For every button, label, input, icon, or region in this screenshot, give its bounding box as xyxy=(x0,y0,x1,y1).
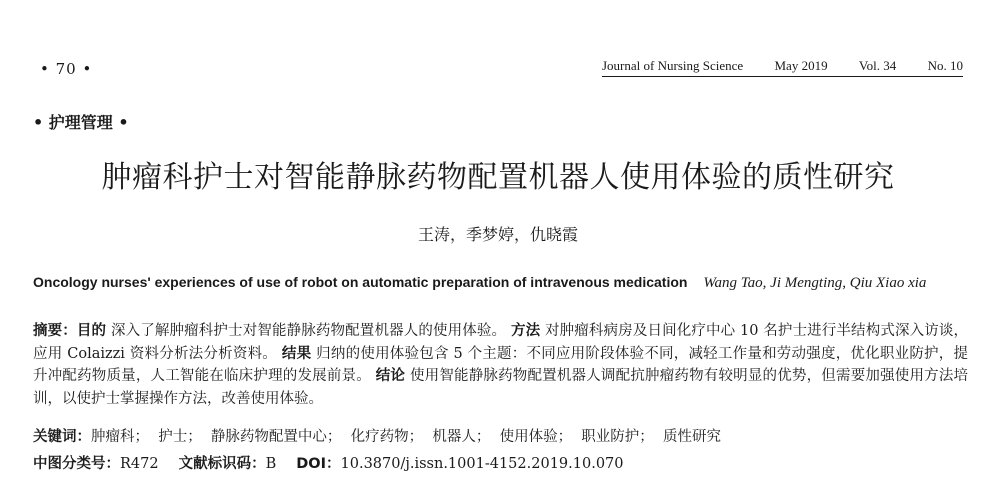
paper-title: 肿瘤科护士对智能静脉药物配置机器人使用体验的质性研究 xyxy=(101,160,895,195)
clc-value: R472 xyxy=(120,456,159,472)
issue-date: May 2019 xyxy=(774,58,828,73)
doc-code-label: 文献标识码： xyxy=(178,456,266,472)
volume: Vol. 34 xyxy=(858,58,897,73)
doc-code-value: B xyxy=(265,456,277,472)
english-title-block xyxy=(33,273,965,293)
doi-label: DOI： xyxy=(296,456,341,472)
methods-text: 对肿瘤科病房及日间化疗中心 10 名护士进行半结构式深入访谈，应用 Colaizzi 资料分析法分析资料。 xyxy=(33,323,969,362)
running-header xyxy=(602,58,963,77)
authors: 王涛，季梦婷，仇晓霞 xyxy=(417,225,578,244)
abstract-label: 摘要： xyxy=(33,323,77,339)
methods-label: 方法 xyxy=(510,323,541,339)
column-label: • 护理管理 • xyxy=(33,113,129,132)
english-title: Oncology nurses' experiences of use of robot on automatic preparation of intravenous medication xyxy=(33,274,688,290)
clc-label: 中图分类号： xyxy=(33,456,120,472)
results-label: 结果 xyxy=(281,345,312,362)
english-authors: Wang Tao, Ji Mengting, Qiu Xiao xia xyxy=(703,275,927,291)
conclusion-label: 结论 xyxy=(375,368,406,384)
journal-name: Journal of Nursing Science xyxy=(602,58,744,73)
abstract xyxy=(33,320,968,410)
page-number: • 70 • xyxy=(40,60,93,78)
keywords-text: 肿瘤科； 护士； 静脉药物配置中心； 化疗药物； 机器人； 使用体验； 职业防护； 质性研究 xyxy=(91,429,722,445)
objective-text: 深入了解肿瘤科护士对智能静脉药物配置机器人的使用体验。 xyxy=(110,323,507,339)
doi-value: 10.3870/j.issn.1001-4152.2019.10.070 xyxy=(340,456,624,472)
objective-label: 目的 xyxy=(76,323,107,339)
keywords xyxy=(33,425,721,446)
issue-number: No. 10 xyxy=(927,58,963,73)
results-text: 归纳的使用体验包含 5 个主题：不同应用阶段体验不同，减轻工作量和劳动强度，优化职业防护，提升冲配药物质量，人工智能在临床护理的发展前景。 xyxy=(33,345,969,384)
conclusion-text: 使用智能静脉药物配置机器人调配抗肿瘤药物有较明显的优势，但需要加强使用方法培训，以使护士掌握操作方法，改善使用体验。 xyxy=(33,368,969,407)
classification-line xyxy=(33,452,624,473)
keywords-label: 关键词： xyxy=(33,429,91,445)
